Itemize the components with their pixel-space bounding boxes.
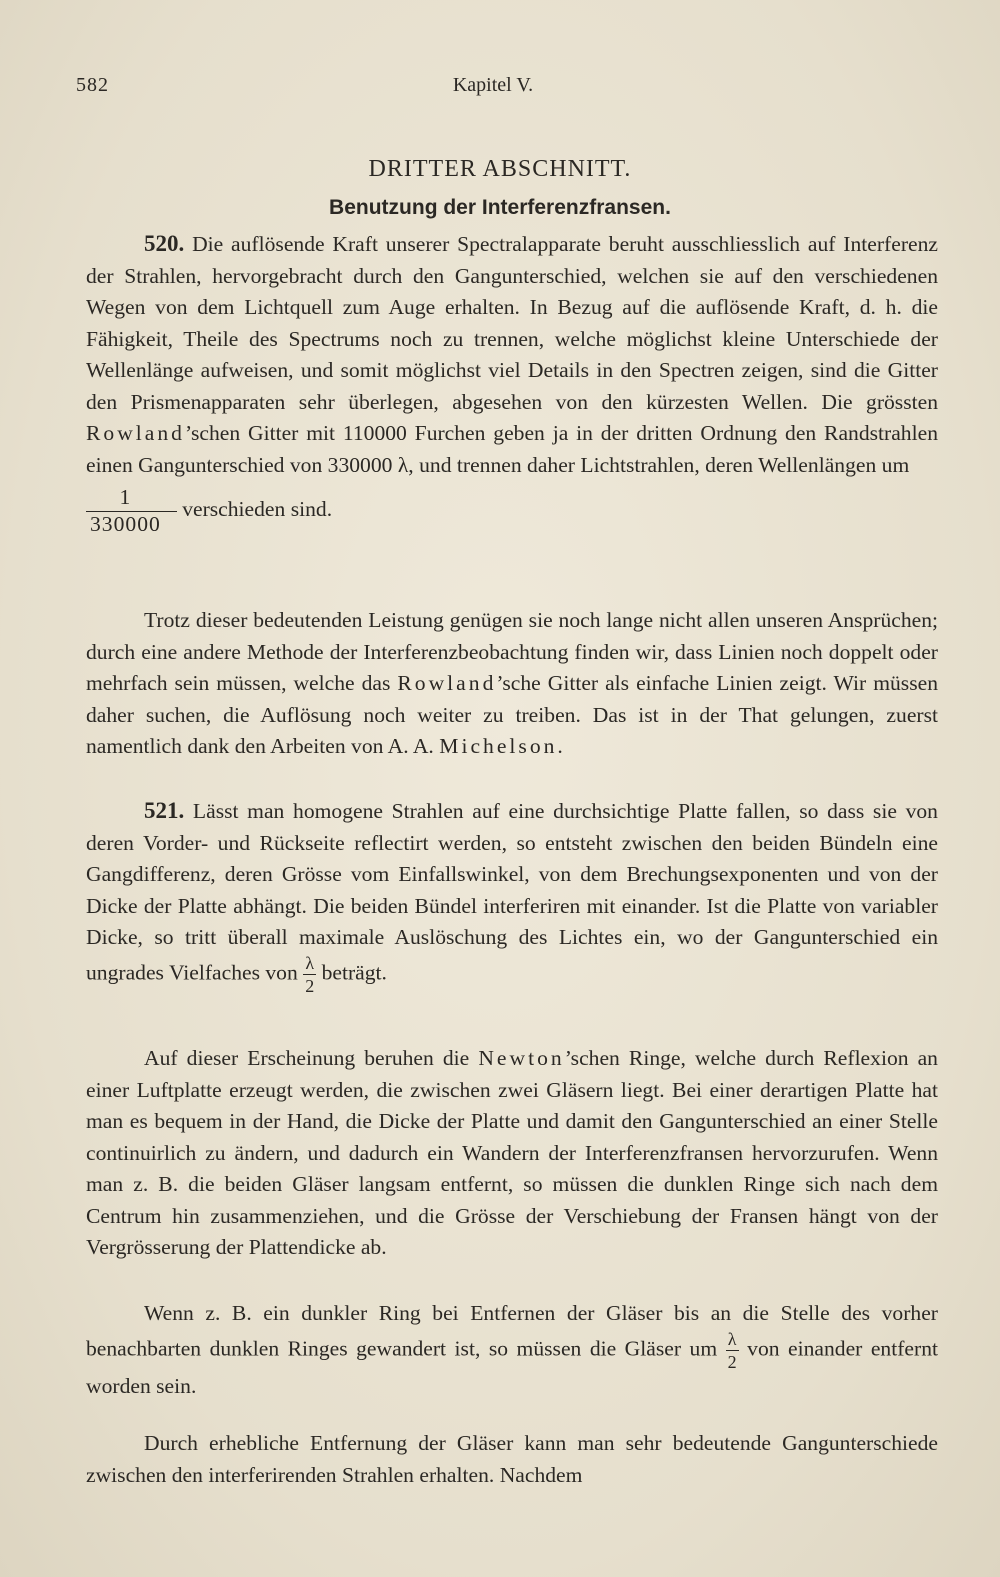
chapter-title: Kapitel V. — [452, 74, 534, 96]
paragraph-text: Die auflösende Kraft unserer Spectralapparate beruht ausschliesslich auf Interferenz der Strahlen, hervorgebracht durch den Gangunterschied, welchen sie auf den verschiedenen Wegen von dem Lichtquell zum Auge erhalten. In Bezug auf die auflösende Kraft, d. h. die Fähigkeit, Theile des Spectrums noch zu trennen, welche möglichst kleine Unterschiede der Wellenlänge aufweisen, und somit möglichst viel Details in den Spectren zeigen, sind die Gitter den Prismenapparaten sehr überlegen, abgesehen von den kürzesten Wellen. Die grössten — [86, 232, 938, 414]
paragraph-text: . — [557, 734, 563, 758]
paragraph-text: verschieden sind. — [182, 497, 333, 522]
paragraph-number: 520. — [144, 231, 185, 256]
fraction — [726, 1330, 739, 1371]
paragraph-text: Lässt man homogene Strahlen auf eine durchsichtige Platte fallen, so dass sie von deren Vorder- und Rückseite reflectirt werden, so entsteht zwischen den beiden Bündeln eine Gangdifferenz, deren Grösse vom Einfallswinkel, von dem Brechungsexponenten und von der Dicke der Platte abhängt. Die beiden Bündel interferiren mit einander. Ist die Platte von variabler Dicke, so tritt überall maximale Auslöschung des Lichtes ein, wo der Gangunterschied ein ungrades Vielfaches von — [86, 799, 938, 984]
author-name: Rowland — [86, 421, 185, 445]
author-name: Michelson — [439, 734, 558, 758]
paragraph-521 — [86, 795, 938, 995]
paragraph-text: ’schen Gitter mit 110000 Furchen geben ja in der dritten Ordnung den Randstrahlen einen Gangunterschied von 330000 λ, und trennen daher Lichtstrahlen, deren Wellenlängen um — [86, 421, 938, 477]
fraction — [303, 954, 316, 995]
paragraph-wenn — [86, 1298, 938, 1402]
fraction — [86, 487, 177, 535]
paragraph-newton — [86, 1043, 938, 1264]
fraction-numerator: 1 — [86, 487, 177, 512]
paragraph-text: Durch erhebliche Entfernung der Gläser kann man sehr bedeutende Gangunterschiede zwischen den interferirenden Strahlen erhalten. Nachdem — [86, 1431, 938, 1487]
section-subtitle: Benutzung der Interferenzfransen. — [329, 196, 671, 219]
fraction-denominator: 2 — [727, 1351, 737, 1372]
paragraph-text: ’sche Gitter als einfache Linien zeigt. Wir müssen daher suchen, die Auflösung noch weiter zu treiben. Das ist in der That gelungen, zuerst namentlich dank den Arbeiten von A. A. — [86, 671, 938, 758]
running-header — [76, 74, 910, 104]
fraction-numerator: λ — [726, 1330, 739, 1351]
fraction-denominator: 330000 — [90, 511, 161, 536]
fraction-denominator: 2 — [305, 975, 315, 996]
paragraph-durch — [86, 1428, 938, 1491]
author-name: Rowland — [397, 671, 497, 695]
fraction-numerator: λ — [303, 954, 316, 975]
paragraph-number: 521. — [144, 798, 185, 823]
section-title: DRITTER ABSCHNITT. — [368, 156, 632, 182]
paragraph-text: Trotz dieser bedeutenden Leistung genügen sie noch lange nicht allen unseren Ansprüchen; durch eine andere Methode der Interferenzbeobachtung finden wir, dass Linien noch doppelt oder mehrfach sein müssen, welche das — [86, 608, 938, 695]
page-number: 582 — [76, 74, 109, 96]
author-name: Newton — [478, 1046, 565, 1070]
paragraph-text: Wenn z. B. ein dunkler Ring bei Entfernen der Gläser bis an die Stelle des vorher benachbarten dunklen Ringes gewandert ist, so müssen die Gläser um — [86, 1301, 938, 1360]
paragraph-text: ’schen Ringe, welche durch Reflexion an einer Luftplatte erzeugt werden, die zwischen zwei Gläsern liegt. Bei einer derartigen Platte hat man es bequem in der Hand, die Dicke der Platte und damit den Gangunterschied an einer Stelle continuirlich zu ändern, und dadurch ein Wandern der Interferenzfransen hervorzurufen. Wenn man z. B. die beiden Gläser langsam entfernt, so müssen die dunklen Ringe sich nach dem Centrum hin zusammenziehen, und die Grösse der Verschiebung der Fransen hängt von der Vergrösserung der Plattendicke ab. — [86, 1046, 938, 1259]
paragraph-text: Auf dieser Erscheinung beruhen die — [144, 1046, 470, 1070]
paragraph-text: von einander entfernt worden sein. — [86, 1335, 938, 1398]
paragraph-trotz — [86, 605, 938, 763]
paragraph-520 — [86, 228, 938, 535]
paragraph-text: beträgt. — [321, 959, 387, 984]
